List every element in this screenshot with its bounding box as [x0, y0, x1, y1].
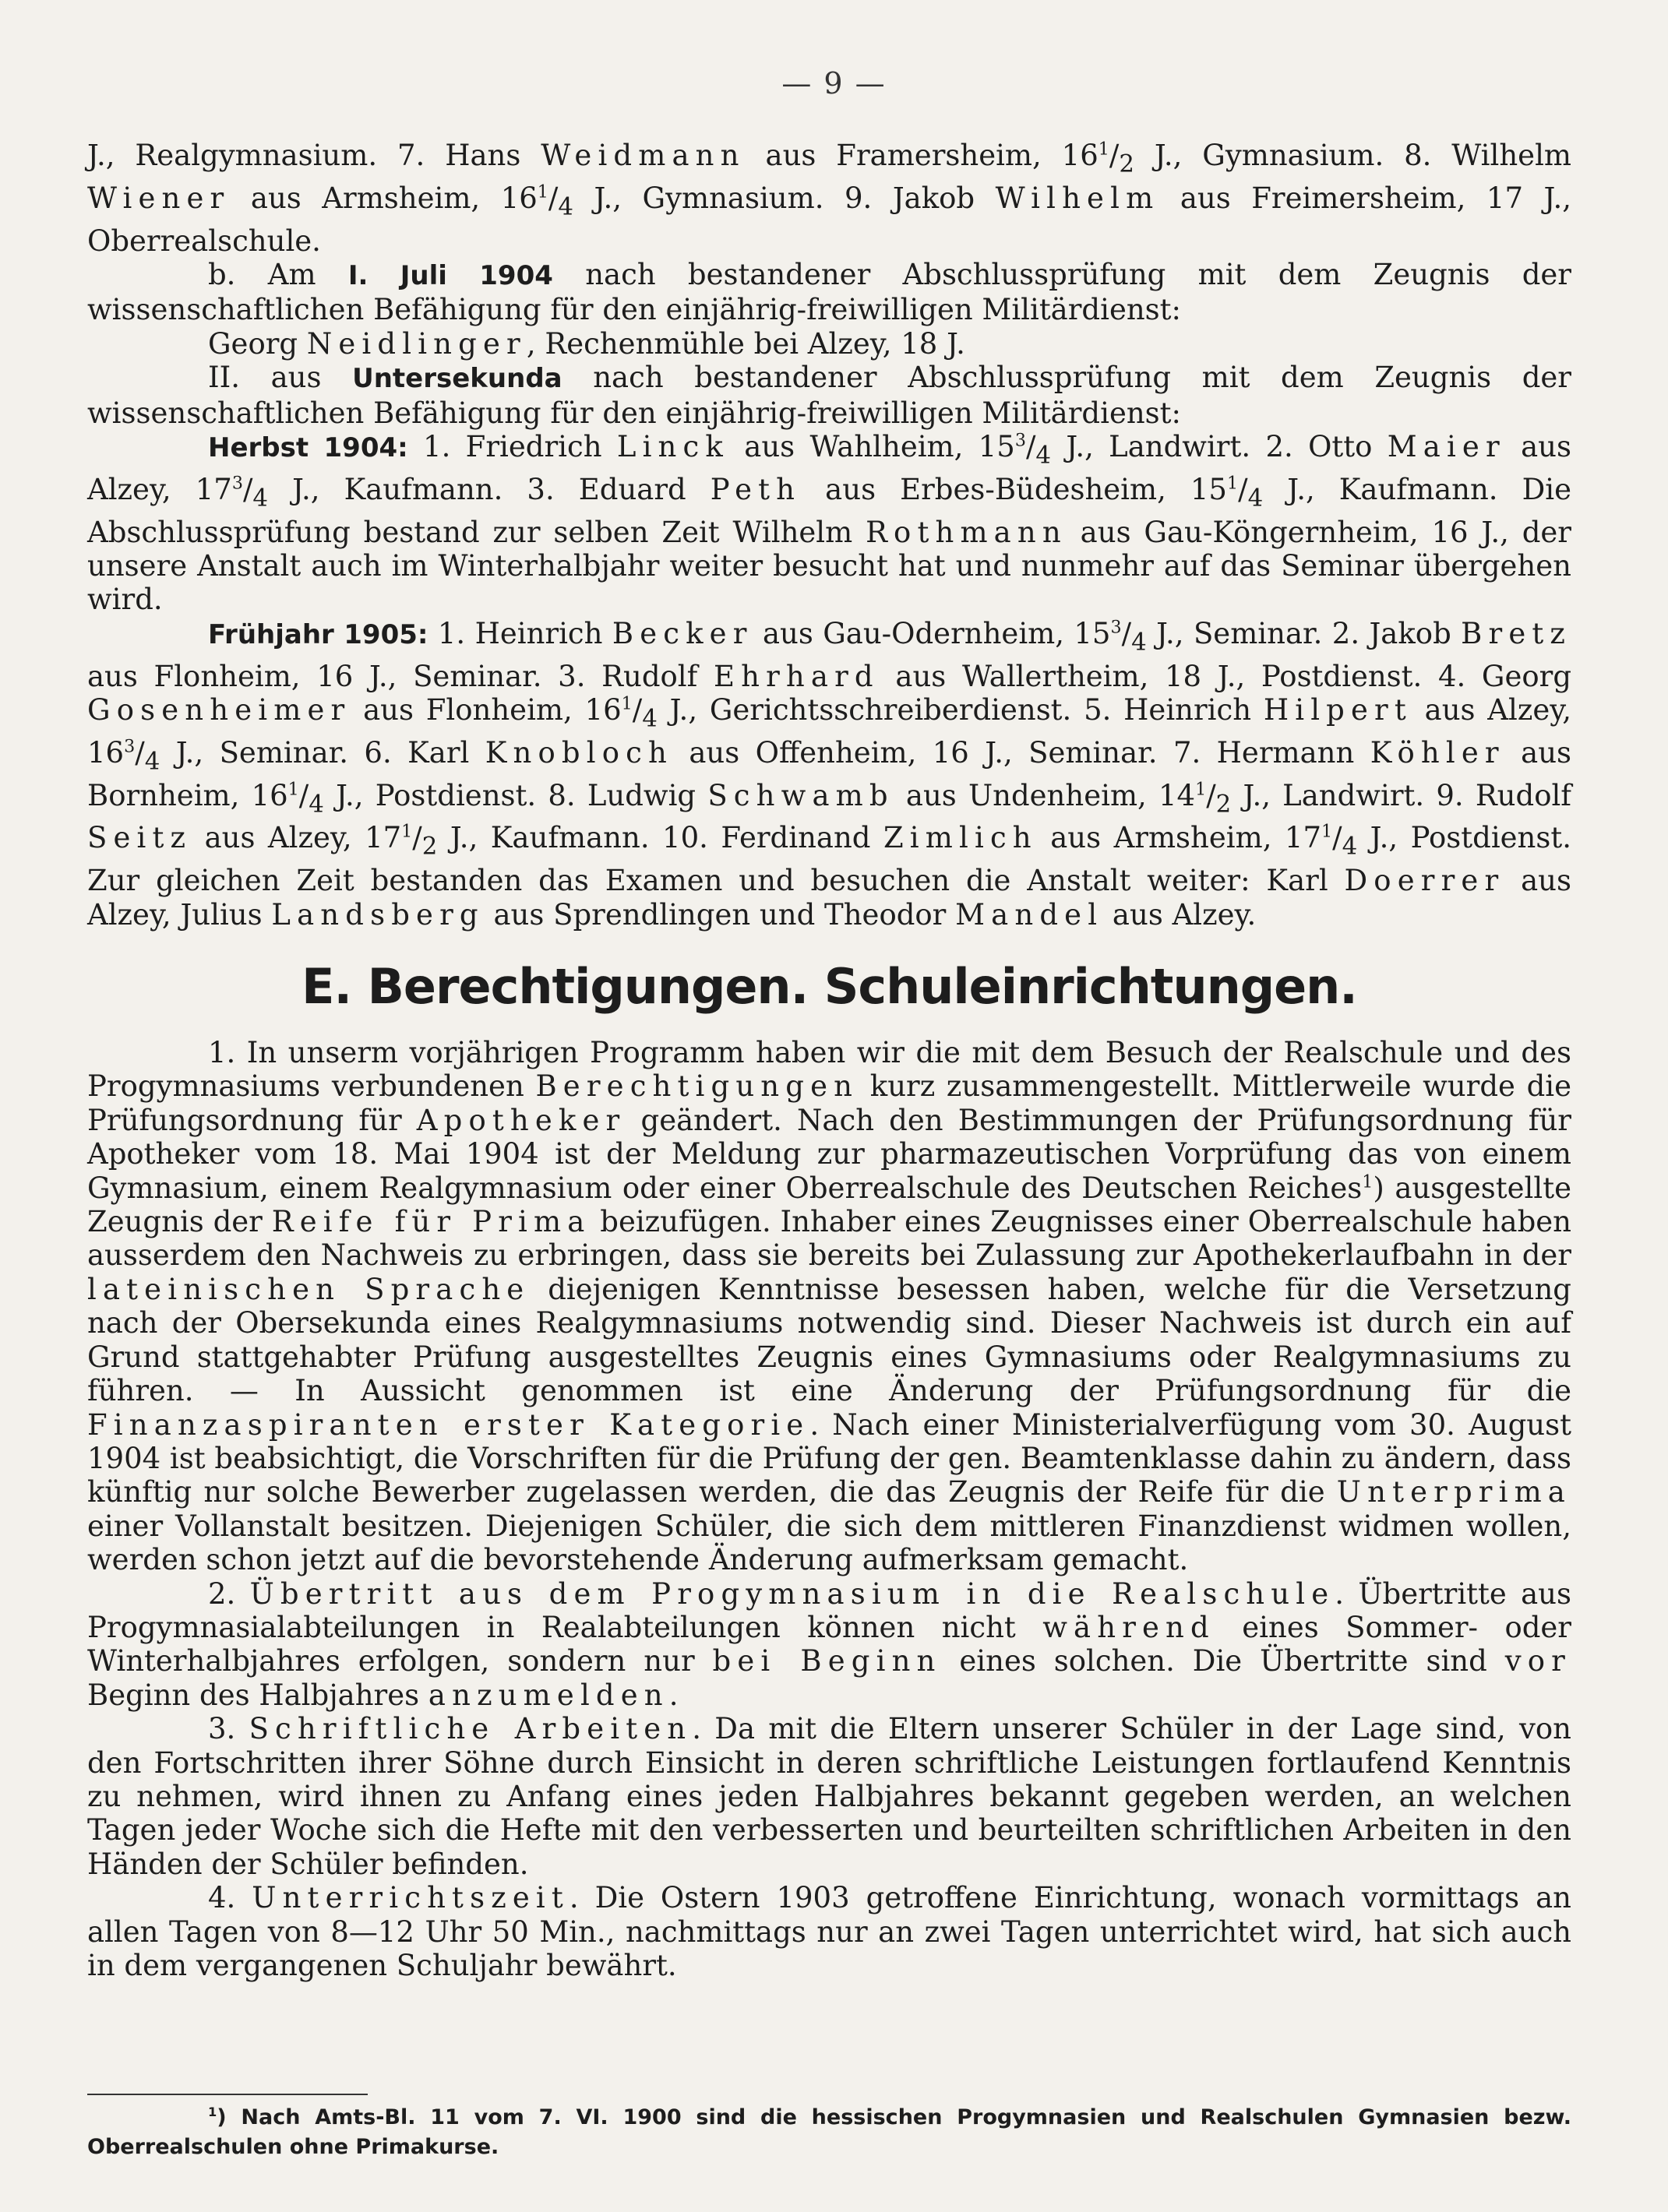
person-name: Gosenheimer: [87, 693, 351, 727]
person-name: Landsberg: [271, 897, 485, 932]
paragraph-d4: II. aus Untersekunda nach bestandener Abschlussprüfung mit dem Zeugnis der wissenschaftlichen Befähigung für den einjährig-freiwilligen Militärdienst:: [87, 361, 1571, 430]
term-label: Herbst 1904:: [208, 432, 408, 464]
person-name: Ehrhard: [713, 659, 880, 693]
term-label: Frühjahr 1905:: [208, 618, 428, 650]
section-heading: E. Berechtigungen. Schuleinrichtungen.: [302, 958, 1357, 1016]
footnote-divider: [87, 2094, 368, 2095]
paragraph-e3: 3. Schriftliche Arbeiten. Da mit die Eltern unserer Schüler in der Lage sind, von den Fortschritten ihrer Söhne durch Einsicht in deren schriftliche Leistungen fortlaufend Kenntnis zu nehmen, wird ihnen zu Anfang eines jeden Halbjahres bekannt gegeben werden, an welchen Tagen jeder Woche sich die Hefte mit den verbesserten und beurteilten schriftlichen Arbeiten in den Händen der Schüler befinden.: [87, 1712, 1571, 1881]
class-name: Untersekunda: [352, 363, 562, 395]
person-name: Bretz: [1461, 616, 1571, 650]
person-name: Mandel: [955, 897, 1104, 932]
person-name: Becker: [612, 616, 753, 650]
paragraph-d3: Georg Neidlinger, Rechenmühle bei Alzey, 18 J.: [208, 326, 965, 361]
paragraph-e2: 2. Übertritt aus dem Progymnasium in die Realschule. Übertritte aus Progymnasialabteilungen in Realabteilungen können nicht während eines Sommer- oder Winterhalbjahres erfolgen, sondern nur bei Beginn eines solchen. Die Übertritte sind vor Beginn des Halbjahres anzumelden.: [87, 1576, 1571, 1712]
exam-date: I. Juli 1904: [347, 260, 553, 291]
person-name: Maier: [1387, 430, 1506, 464]
person-name: Schwamb: [707, 778, 894, 812]
person-name: Zimlich: [883, 821, 1038, 855]
person-name: Weidmann: [541, 139, 746, 172]
person-name: Knobloch: [485, 735, 673, 770]
person-name: Hilpert: [1263, 693, 1412, 727]
person-name: Peth: [710, 472, 802, 506]
person-name: Doerrer: [1344, 864, 1505, 898]
paragraph-d1: J., Realgymnasium. 7. Hans Weidmann aus Framersheim, $16^1/_2$ J., Gymnasium. 8. Wilhelm Wiener aus Armsheim, $16^1/_4$ J., Gymnasium. 9. Jakob Wilhelm aus Freimersheim, 17 J., Oberrealschule.: [87, 139, 1571, 258]
paragraph-d6: Frühjahr 1905: 1. Heinrich Becker aus Gau-Odernheim, $15^3/_4$ J., Seminar. 2. Jakob Bretz aus Flonheim, 16 J., Seminar. 3. Rudolf Ehrhard aus Wallertheim, 18 J., Postdienst. 4. Georg Gosenheimer aus Flonheim, $16^1/_4$ J., Gerichtsschreiberdienst. 5. Heinrich Hilpert aus Alzey, $16^3/_4$ J., Seminar. 6. Karl Knobloch aus Offenheim, 16 J., Seminar. 7. Hermann Köhler aus Bornheim, $16^1/_4$ J., Postdienst. 8. Ludwig Schwamb aus Undenheim, $14^1/_2$ J., Landwirt. 9. Rudolf Seitz aus Alzey, $17^1/_2$ J., Kaufmann. 10. Ferdinand Zimlich aus Armsheim, $17^1/_4$ J., Postdienst. Zur gleichen Zeit bestanden das Examen und besuchen die Anstalt weiter: Karl Doerrer aus Alzey, Julius Landsberg aus Sprendlingen und Theodor Mandel aus Alzey.: [87, 616, 1572, 932]
person-name: Neidlinger: [306, 326, 527, 361]
person-name: Rothmann: [866, 515, 1067, 549]
footnote-ref: 1: [1362, 1171, 1374, 1192]
page-number: — 9 —: [781, 66, 887, 100]
paragraph-e4: 4. Unterrichtszeit. Die Ostern 1903 getroffene Einrichtung, wonach vormittags an allen Tagen von 8—12 Uhr 50 Min., nachmittags nur an zwei Tagen unterrichtet wird, hat sich auch in dem vergangenen Schuljahr bewährt.: [87, 1881, 1571, 1983]
person-name: Wiener: [87, 181, 231, 215]
footnote: $^1$) Nach Amts-Bl. 11 vom 7. VI. 1900 sind die hessischen Progymnasien und Realschulen Gymnasien bezw. Oberrealschulen ohne Primakurse.: [87, 2105, 1571, 2159]
person-name: Wilhelm: [995, 181, 1160, 215]
person-name: Seitz: [87, 821, 192, 855]
paragraph-d5: Herbst 1904: 1. Friedrich Linck aus Wahlheim, $15^3/_4$ J., Landwirt. 2. Otto Maier aus Alzey, $17^3/_4$ J., Kaufmann. 3. Eduard Peth aus Erbes-Büdesheim, $15^1/_4$ J., Kaufmann. Die Abschlussprüfung bestand zur selben Zeit Wilhelm Rothmann aus Gau-Köngernheim, 16 J., der unsere Anstalt auch im Winterhalbjahr weiter besucht hat und nunmehr auf das Seminar übergehen wird.: [87, 430, 1571, 617]
page-body: [87, 139, 1571, 1982]
person-name: Köhler: [1370, 735, 1505, 770]
person-name: Linck: [616, 430, 729, 464]
paragraph-d2: b. Am I. Juli 1904 nach bestandener Abschlussprüfung mit dem Zeugnis der wissenschaftlichen Befähigung für den einjährig-freiwilligen Militärdienst:: [87, 258, 1571, 327]
paragraph-e1: 1. In unserm vorjährigen Programm haben wir die mit dem Besuch der Realschule und des Progymnasiums verbundenen Berechtigungen kurz zusammengestellt. Mittlerweile wurde die Prüfungsordnung für Apotheker geändert. Nach den Bestimmungen der Prüfungsordnung für Apotheker vom 18. Mai 1904 ist der Meldung zur pharmazeutischen Vorprüfung das von einem Gymnasium, einem Realgymnasium oder einer Oberrealschule des Deutschen Reiches$^1$) ausgestellte Zeugnis der Reife für Prima beizufügen. Inhaber eines Zeugnisses einer Oberrealschule haben ausserdem den Nachweis zu erbringen, dass sie bereits bei Zulassung zur Apothekerlaufbahn in der lateinischen Sprache diejenigen Kenntnisse besessen haben, welche für die Versetzung nach der Obersekunda eines Realgymnasiums notwendig sind. Dieser Nachweis ist durch ein auf Grund stattgehabter Prüfung ausgestelltes Zeugnis eines Gymnasiums oder Realgymnasiums zu führen. — In Aussicht genommen ist eine Änderung der Prüfungsordnung für die Finanzaspiranten erster Kategorie. Nach einer Ministerialverfügung vom 30. August 1904 ist beabsichtigt, die Vorschriften für die Prüfung der gen. Beamtenklasse dahin zu ändern, dass künftig nur solche Bewerber zugelassen werden, die das Zeugnis der Reife für die Unterprima einer Vollanstalt besitzen. Diejenigen Schüler, die sich dem mittleren Finanzdienst widmen wollen, werden schon jetzt auf die bevorstehende Änderung aufmerksam gemacht.: [87, 1036, 1572, 1577]
